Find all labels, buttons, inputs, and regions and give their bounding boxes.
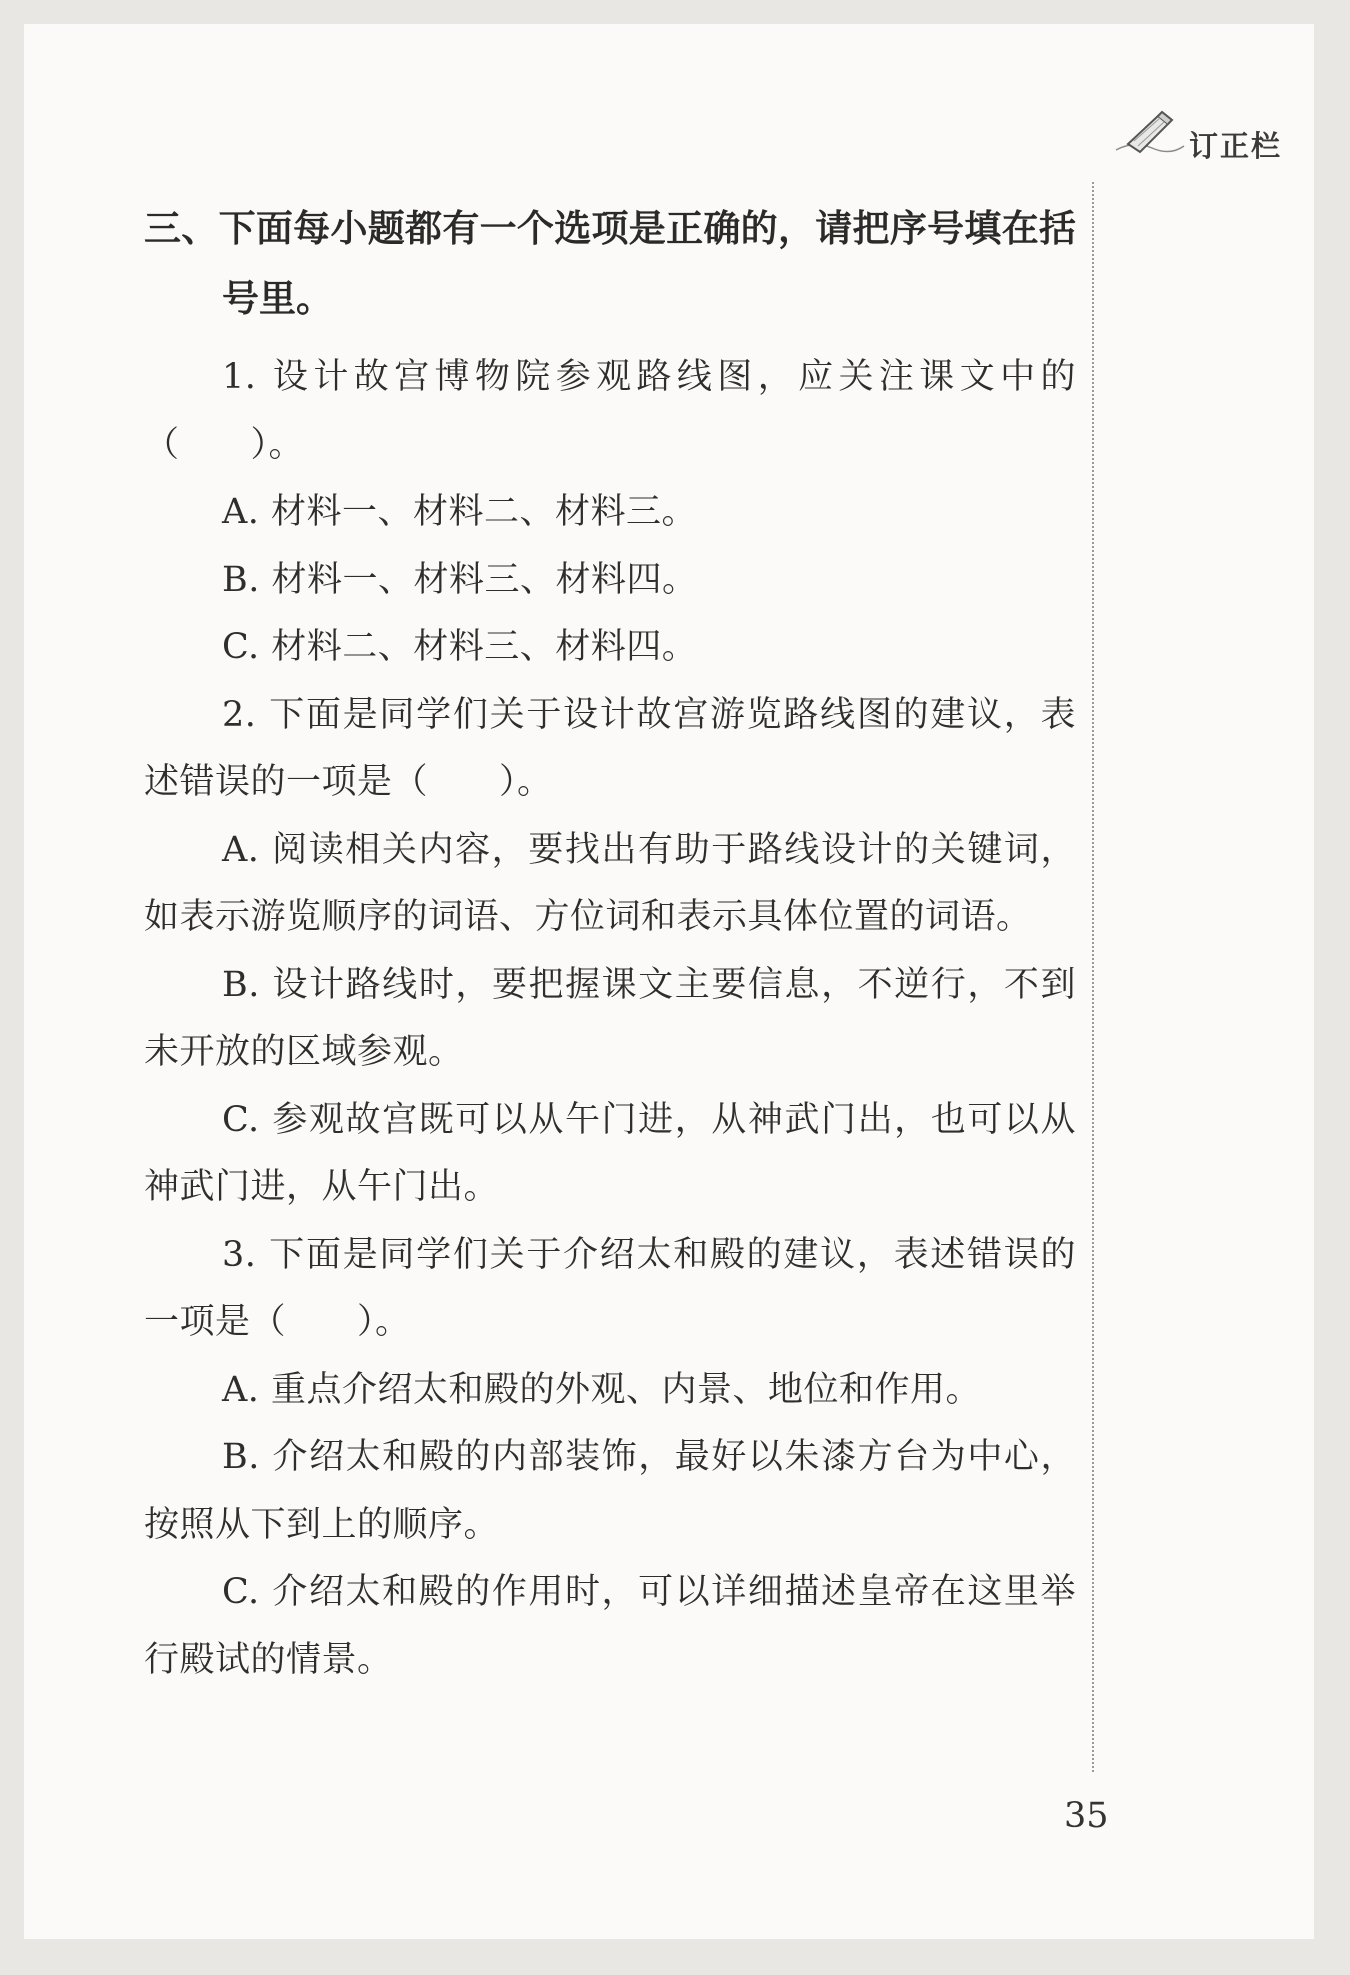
question-2-option-b: B. 设计路线时，要把握课文主要信息，不逆行，不到未开放的区域参观。 (144, 964, 1076, 1072)
question-3-option-a: A. 重点介绍太和殿的外观、内景、地位和作用。 (222, 1369, 982, 1410)
question-section (144, 194, 1076, 1694)
question-3-stem: 3. 下面是同学们关于介绍太和殿的建议，表述错误的一项是（ ）。 (144, 1234, 1076, 1342)
question-1-option-c: C. 材料二、材料三、材料四。 (222, 627, 698, 667)
workbook-page (24, 24, 1314, 1939)
page-number: 35 (1064, 1796, 1109, 1836)
section-heading: 三、下面每小题都有一个选项是正确的，请把序号填在括号里。 (144, 207, 1076, 320)
pencil-icon (1114, 110, 1186, 156)
correction-divider (1092, 182, 1094, 1772)
question-3-option-b: B. 介绍太和殿的内部装饰，最好以朱漆方台为中心，按照从下到上的顺序。 (144, 1437, 1076, 1545)
question-2-stem: 2. 下面是同学们关于设计故宫游览路线图的建议，表述错误的一项是（ ）。 (144, 694, 1076, 802)
question-1-stem: 1. 设计故宫博物院参观路线图，应关注课文中的（ ）。 (144, 357, 1076, 465)
question-1-option-a: A. 材料一、材料二、材料三。 (222, 492, 698, 532)
question-2-option-c: C. 参观故宫既可以从午门进，从神武门出，也可以从神武门进，从午门出。 (144, 1099, 1076, 1207)
question-1-option-b: B. 材料一、材料三、材料四。 (222, 559, 698, 600)
correction-column-label: 订正栏 (1189, 129, 1283, 163)
question-3-option-c: C. 介绍太和殿的作用时，可以详细描述皇帝在这里举行殿试的情景。 (144, 1572, 1076, 1680)
question-2-option-a: A. 阅读相关内容，要找出有助于路线设计的关键词，如表示游览顺序的词语、方位词和表示具体位置的词语。 (144, 829, 1076, 937)
